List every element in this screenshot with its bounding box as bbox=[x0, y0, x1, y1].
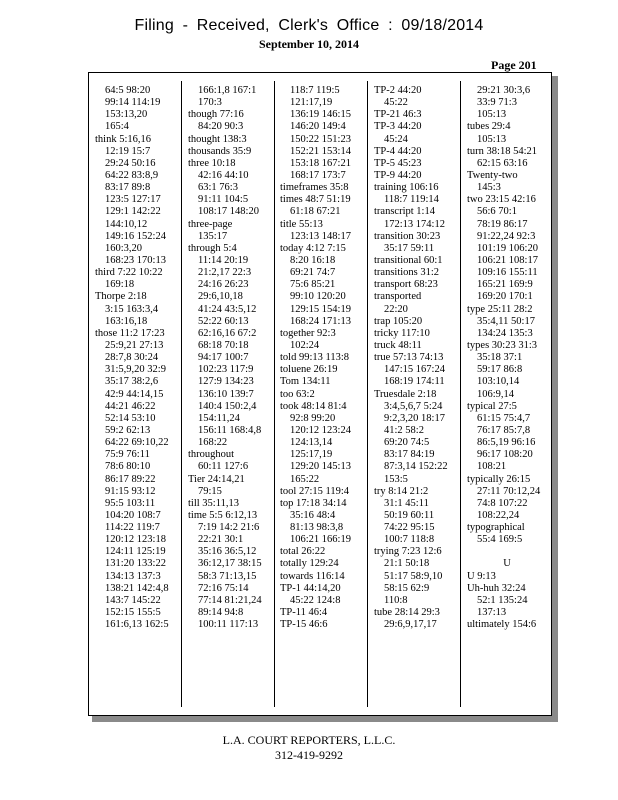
index-page-refs: 165:4 bbox=[105, 121, 129, 133]
index-page-refs: 127:9 134:23 bbox=[198, 376, 254, 388]
index-entry: toluene 26:19 bbox=[280, 364, 338, 376]
index-entry: too 63:2 bbox=[280, 388, 315, 400]
index-page-refs: 86:5,19 96:16 bbox=[477, 437, 536, 449]
index-page-refs: 135:17 bbox=[198, 230, 228, 242]
index-page-refs: 61:15 75:4,7 bbox=[477, 412, 531, 424]
index-page-refs: 100:11 117:13 bbox=[198, 619, 259, 631]
index-page-refs: 96:17 108:20 bbox=[477, 449, 533, 461]
index-page-refs: 149:16 152:24 bbox=[105, 230, 166, 242]
index-page-refs: 118:7 119:5 bbox=[290, 85, 340, 96]
index-entry: till 35:11,13 bbox=[188, 497, 239, 509]
index-page-refs: 108:17 148:20 bbox=[198, 206, 259, 218]
index-page-refs: 145:3 bbox=[477, 182, 501, 194]
index-entry: trying 7:23 12:6 bbox=[374, 546, 442, 558]
index-page-refs: 75:6 85:21 bbox=[290, 279, 336, 291]
index-entry: typical 27:5 bbox=[467, 400, 517, 412]
index-page-refs: 99:10 120:20 bbox=[290, 291, 346, 303]
index-entry: timeframes 35:8 bbox=[280, 182, 349, 194]
index-page-refs: 168:23 170:13 bbox=[105, 254, 166, 266]
index-page-refs: 95:5 103:11 bbox=[105, 497, 156, 509]
index-entry: Thorpe 2:18 bbox=[95, 291, 147, 303]
index-page-refs: 123:13 148:17 bbox=[290, 230, 351, 242]
index-entry: tube 28:14 29:3 bbox=[374, 607, 440, 619]
index-entry bbox=[467, 546, 547, 558]
index-page-refs: 108:21 bbox=[477, 461, 507, 473]
index-page-refs: 3:4,5,6,7 5:24 bbox=[384, 400, 443, 412]
index-page-refs: 94:17 100:7 bbox=[198, 352, 249, 364]
column-divider bbox=[274, 81, 275, 707]
index-entry: together 92:3 bbox=[280, 327, 336, 339]
index-page-refs: 45:22 124:8 bbox=[290, 594, 341, 606]
index-page-refs: 129:1 142:22 bbox=[105, 206, 161, 218]
index-page-refs: 91:11 104:5 bbox=[198, 194, 249, 206]
column-divider bbox=[460, 81, 461, 707]
index-page-refs: 168:17 173:7 bbox=[290, 169, 346, 181]
index-page-refs: 52:14 53:10 bbox=[105, 412, 156, 424]
index-entry: those 11:2 17:23 bbox=[95, 327, 165, 339]
index-page-refs: 105:13 bbox=[477, 133, 507, 145]
index-page-refs: 52:22 60:13 bbox=[198, 315, 249, 327]
index-entry: third 7:22 10:22 bbox=[95, 267, 163, 279]
index-entry: trap 105:20 bbox=[374, 315, 423, 327]
index-page-refs: 44:21 46:22 bbox=[105, 400, 156, 412]
index-page-refs: 84:20 90:3 bbox=[198, 121, 244, 133]
index-page-refs: 120:12 123:18 bbox=[105, 534, 166, 546]
index-entry: typically 26:15 bbox=[467, 473, 531, 485]
index-page-refs: 68:18 70:18 bbox=[198, 339, 249, 351]
index-page-refs: 58:15 62:9 bbox=[384, 582, 430, 594]
index-entry: transport 68:23 bbox=[374, 279, 438, 291]
index-page-refs: 153:18 167:21 bbox=[290, 157, 351, 169]
index-entry: transcript 1:14 bbox=[374, 206, 435, 218]
page-number: Page 201 bbox=[491, 58, 537, 72]
index-entry: try 8:14 21:2 bbox=[374, 485, 429, 497]
index-entry: typographical bbox=[467, 522, 525, 534]
index-page-refs: 64:22 83:8,9 bbox=[105, 169, 159, 181]
index-entry: transitional 60:1 bbox=[374, 254, 443, 266]
index-entry: title 55:13 bbox=[280, 218, 323, 230]
index-entry: Uh-huh 32:24 bbox=[467, 582, 526, 594]
index-column-1 bbox=[95, 85, 169, 631]
index-entry: totally 129:24 bbox=[280, 558, 339, 570]
index-page-refs: 172:13 174:12 bbox=[384, 218, 445, 230]
index-entry: Tier 24:14,21 bbox=[188, 473, 245, 485]
index-page-refs: 69:20 74:5 bbox=[384, 437, 430, 449]
index-page-refs: 114:22 119:7 bbox=[105, 522, 160, 534]
index-page-refs: 59:17 86:8 bbox=[477, 364, 523, 376]
index-page-refs: 76:17 85:7,8 bbox=[477, 424, 531, 436]
index-page-refs: 41:2 58:2 bbox=[384, 424, 424, 436]
index-page-refs: 45:22 bbox=[384, 97, 408, 109]
index-page-refs: 35:16 48:4 bbox=[290, 509, 336, 521]
index-page-refs: 64:5 98:20 bbox=[105, 85, 151, 96]
index-page-refs: 35:16 36:5,12 bbox=[198, 546, 257, 558]
index-page-refs: 58:3 71:13,15 bbox=[198, 570, 257, 582]
index-page-refs: 100:7 118:8 bbox=[384, 534, 435, 546]
index-entry: top 17:18 34:14 bbox=[280, 497, 347, 509]
index-page-refs: 118:7 119:14 bbox=[384, 194, 439, 206]
index-entry: total 26:22 bbox=[280, 546, 326, 558]
index-page-refs: 123:5 127:17 bbox=[105, 194, 161, 206]
index-page-refs: 74:8 107:22 bbox=[477, 497, 528, 509]
index-page-refs: 74:22 95:15 bbox=[384, 522, 435, 534]
column-divider bbox=[367, 81, 368, 707]
index-column-4 bbox=[374, 85, 448, 631]
index-page-refs: 69:21 74:7 bbox=[290, 267, 336, 279]
index-page-refs: 106:21 108:17 bbox=[477, 254, 538, 266]
index-page-refs: 51:17 58:9,10 bbox=[384, 570, 443, 582]
index-entry: TP-5 45:23 bbox=[374, 157, 422, 169]
index-page-refs: 86:17 89:22 bbox=[105, 473, 156, 485]
index-page-refs: 101:19 106:20 bbox=[477, 242, 538, 254]
index-entry: Truesdale 2:18 bbox=[374, 388, 437, 400]
index-page-refs: 124:11 125:19 bbox=[105, 546, 166, 558]
index-page-refs: 150:22 151:23 bbox=[290, 133, 351, 145]
index-page-refs: 108:22,24 bbox=[477, 509, 520, 521]
index-entry: through 5:4 bbox=[188, 242, 237, 254]
index-entry: Twenty-two bbox=[467, 169, 518, 181]
index-page-refs: 104:20 108:7 bbox=[105, 509, 161, 521]
index-page-refs: 144:10,12 bbox=[105, 218, 148, 230]
index-frame bbox=[88, 72, 552, 716]
index-page-refs: 92:8 99:20 bbox=[290, 412, 336, 424]
index-page-refs: 103:10,14 bbox=[477, 376, 520, 388]
index-page-refs: 166:1,8 167:1 bbox=[198, 85, 257, 96]
index-page-refs: 11:14 20:19 bbox=[198, 254, 249, 266]
index-page-refs: 170:3 bbox=[198, 97, 222, 109]
index-page-refs: 62:15 63:16 bbox=[477, 157, 528, 169]
index-entry: two 23:15 42:16 bbox=[467, 194, 536, 206]
index-page-refs: 154:11,24 bbox=[198, 412, 240, 424]
index-page-refs: 168:24 171:13 bbox=[290, 315, 351, 327]
index-column-2 bbox=[188, 85, 262, 631]
index-page-refs: 125:17,19 bbox=[290, 449, 333, 461]
index-page-refs: 152:21 153:14 bbox=[290, 145, 351, 157]
index-entry: throughout bbox=[188, 449, 235, 461]
index-page-refs: 72:16 75:14 bbox=[198, 582, 249, 594]
index-page-refs: 60:11 127:6 bbox=[198, 461, 249, 473]
reporter-name: L.A. COURT REPORTERS, L.L.C. bbox=[222, 733, 396, 747]
index-page-refs: 83:17 89:8 bbox=[105, 182, 151, 194]
index-page-refs: 169:20 170:1 bbox=[477, 291, 533, 303]
index-page-refs: 143:7 145:22 bbox=[105, 594, 161, 606]
index-page-refs: 106:21 166:19 bbox=[290, 534, 351, 546]
index-page-refs: 9:2,3,20 18:17 bbox=[384, 412, 445, 424]
index-page-refs: 153:13,20 bbox=[105, 109, 148, 121]
index-page-refs: 78:6 80:10 bbox=[105, 461, 151, 473]
index-page-refs: 41:24 43:5,12 bbox=[198, 303, 257, 315]
index-page-refs: 169:18 bbox=[105, 279, 135, 291]
index-entry: U 9:13 bbox=[467, 570, 496, 582]
index-entry: three-page bbox=[188, 218, 233, 230]
index-page-refs: 3:15 163:3,4 bbox=[105, 303, 159, 315]
index-page-refs: 29:6,10,18 bbox=[198, 291, 243, 303]
index-page-refs: 81:13 98:3,8 bbox=[290, 522, 344, 534]
index-page-refs: 7:19 14:2 21:6 bbox=[198, 522, 260, 534]
index-page-refs: 137:13 bbox=[477, 607, 507, 619]
index-page-refs: 102:24 bbox=[290, 339, 320, 351]
index-page-refs: 24:16 26:23 bbox=[198, 279, 249, 291]
index-entry: training 106:16 bbox=[374, 182, 439, 194]
index-entry: times 48:7 51:19 bbox=[280, 194, 351, 206]
index-page-refs: 56:6 70:1 bbox=[477, 206, 517, 218]
index-page-refs: 35:18 37:1 bbox=[477, 352, 523, 364]
index-page-refs: 168:19 174:11 bbox=[384, 376, 445, 388]
index-page-refs: 35:4,11 50:17 bbox=[477, 315, 535, 327]
index-page-refs: 134:13 137:3 bbox=[105, 570, 161, 582]
index-entry: true 57:13 74:13 bbox=[374, 352, 444, 364]
index-entry: think 5:16,16 bbox=[95, 133, 152, 145]
index-entry: took 48:14 81:4 bbox=[280, 400, 347, 412]
index-page-refs: 146:20 149:4 bbox=[290, 121, 346, 133]
index-page-refs: 160:3,20 bbox=[105, 242, 143, 254]
index-page-refs: 156:11 168:4,8 bbox=[198, 424, 262, 436]
index-page-refs: 129:15 154:19 bbox=[290, 303, 351, 315]
index-page-refs: 129:20 145:13 bbox=[290, 461, 351, 473]
index-entry: though 77:16 bbox=[188, 109, 244, 121]
index-page-refs: 121:17,19 bbox=[290, 97, 333, 109]
index-entry: type 25:11 28:2 bbox=[467, 303, 533, 315]
index-page-refs: 55:4 169:5 bbox=[477, 534, 523, 546]
index-page-refs: 89:14 94:8 bbox=[198, 607, 244, 619]
index-page-refs: 120:12 123:24 bbox=[290, 424, 351, 436]
index-entry: tool 27:15 119:4 bbox=[280, 485, 350, 497]
index-page-refs: 77:14 81:21,24 bbox=[198, 594, 262, 606]
index-entry: thousands 35:9 bbox=[188, 145, 252, 157]
index-entry: truck 48:11 bbox=[374, 339, 422, 351]
index-entry: TP-3 44:20 bbox=[374, 121, 422, 133]
index-entry: U bbox=[503, 558, 511, 570]
filing-stamp: Filing - Received, Clerk's Office : 09/18/2014 bbox=[134, 17, 484, 34]
index-page-refs: 147:15 167:24 bbox=[384, 364, 445, 376]
index-entry: transitions 31:2 bbox=[374, 267, 440, 279]
index-entry: transported bbox=[374, 291, 422, 303]
index-page-refs: 110:8 bbox=[384, 594, 408, 606]
index-page-refs: 124:13,14 bbox=[290, 437, 333, 449]
index-entry: tubes 29:4 bbox=[467, 121, 511, 133]
index-page-refs: 35:17 59:11 bbox=[384, 242, 435, 254]
index-page-refs: 36:12,17 38:15 bbox=[198, 558, 262, 570]
index-page-refs: 106:9,14 bbox=[477, 388, 515, 400]
index-page-refs: 105:13 bbox=[477, 109, 507, 121]
index-entry: TP-11 46:4 bbox=[280, 607, 328, 619]
column-divider bbox=[181, 81, 182, 707]
index-entry: TP-9 44:20 bbox=[374, 169, 422, 181]
index-entry: types 30:23 31:3 bbox=[467, 339, 537, 351]
index-page-refs: 29:6,9,17,17 bbox=[384, 619, 437, 631]
index-page-refs: 21:1 50:18 bbox=[384, 558, 430, 570]
index-page-refs: 134:24 135:3 bbox=[477, 327, 533, 339]
reporter-phone: 312-419-9292 bbox=[275, 748, 343, 762]
index-entry: thought 138:3 bbox=[188, 133, 247, 145]
index-page-refs: 28:7,8 30:24 bbox=[105, 352, 159, 364]
index-page-refs: 161:6,13 162:5 bbox=[105, 619, 169, 631]
index-page-refs: 102:23 117:9 bbox=[198, 364, 254, 376]
index-entry: three 10:18 bbox=[188, 157, 236, 169]
index-page-refs: 64:22 69:10,22 bbox=[105, 437, 169, 449]
index-page-refs: 50:19 60:11 bbox=[384, 509, 435, 521]
index-page-refs: 29:21 30:3,6 bbox=[477, 85, 531, 96]
index-page-refs: 87:3,14 152:22 bbox=[384, 461, 448, 473]
index-page-refs: 22:21 30:1 bbox=[198, 534, 244, 546]
index-column-5 bbox=[467, 85, 547, 631]
index-entry: TP-2 44:20 bbox=[374, 85, 422, 96]
index-page-refs: 12:19 15:7 bbox=[105, 145, 151, 157]
index-page-refs: 79:15 bbox=[198, 485, 222, 497]
index-page-refs: 59:2 62:13 bbox=[105, 424, 151, 436]
index-page-refs: 33:9 71:3 bbox=[477, 97, 517, 109]
index-page-refs: 27:11 70:12,24 bbox=[477, 485, 541, 497]
index-page-refs: 140:4 150:2,4 bbox=[198, 400, 257, 412]
index-page-refs: 78:19 86:17 bbox=[477, 218, 528, 230]
index-page-refs: 136:19 146:15 bbox=[290, 109, 351, 121]
index-entry: TP-15 46:6 bbox=[280, 619, 328, 631]
index-page-refs: 163:16,18 bbox=[105, 315, 148, 327]
index-page-refs: 25:9,21 27:13 bbox=[105, 339, 164, 351]
index-page-refs: 165:22 bbox=[290, 473, 320, 485]
index-page-refs: 75:9 76:11 bbox=[105, 449, 150, 461]
index-page-refs: 29:24 50:16 bbox=[105, 157, 156, 169]
index-entry: TP-4 44:20 bbox=[374, 145, 422, 157]
index-page-refs: 63:1 76:3 bbox=[198, 182, 238, 194]
index-column-3 bbox=[280, 85, 351, 631]
index-page-refs: 62:16,16 67:2 bbox=[198, 327, 257, 339]
index-page-refs: 131:20 133:22 bbox=[105, 558, 166, 570]
index-page-refs: 83:17 84:19 bbox=[384, 449, 435, 461]
index-entry: time 5:5 6:12,13 bbox=[188, 509, 258, 521]
index-page-refs: 31:1 45:11 bbox=[384, 497, 429, 509]
index-entry: ultimately 154:6 bbox=[467, 619, 537, 631]
index-page-refs: 42:9 44:14,15 bbox=[105, 388, 164, 400]
index-page-refs: 109:16 155:11 bbox=[477, 267, 538, 279]
index-page-refs: 138:21 142:4,8 bbox=[105, 582, 169, 594]
index-page-refs: 52:1 135:24 bbox=[477, 594, 528, 606]
hearing-date: September 10, 2014 bbox=[258, 37, 360, 51]
index-page-refs: 165:21 169:9 bbox=[477, 279, 533, 291]
index-entry: today 4:12 7:15 bbox=[280, 242, 346, 254]
index-page-refs: 91:15 93:12 bbox=[105, 485, 156, 497]
index-page-refs: 61:18 67:21 bbox=[290, 206, 341, 218]
index-page-refs: 168:22 bbox=[198, 437, 228, 449]
index-page-refs: 42:16 44:10 bbox=[198, 169, 249, 181]
index-entry: TP-21 46:3 bbox=[374, 109, 422, 121]
index-entry: turn 38:18 54:21 bbox=[467, 145, 537, 157]
index-page-refs: 35:17 38:2,6 bbox=[105, 376, 159, 388]
index-page-refs: 8:20 16:18 bbox=[290, 254, 336, 266]
index-entry: Tom 134:11 bbox=[280, 376, 331, 388]
index-page-refs: 22:20 bbox=[384, 303, 408, 315]
index-page-refs: 99:14 114:19 bbox=[105, 97, 161, 109]
index-page-refs: 152:15 155:5 bbox=[105, 607, 161, 619]
index-page-refs: 136:10 139:7 bbox=[198, 388, 254, 400]
index-entry: towards 116:14 bbox=[280, 570, 345, 582]
index-entry: told 99:13 113:8 bbox=[280, 352, 350, 364]
index-entry: TP-1 44:14,20 bbox=[280, 582, 341, 594]
index-page-refs: 31:5,9,20 32:9 bbox=[105, 364, 166, 376]
index-entry: tricky 117:10 bbox=[374, 327, 430, 339]
index-entry: transition 30:23 bbox=[374, 230, 441, 242]
index-page-refs: 45:24 bbox=[384, 133, 408, 145]
index-page-refs: 91:22,24 92:3 bbox=[477, 230, 536, 242]
index-page-refs: 21:2,17 22:3 bbox=[198, 267, 252, 279]
index-page-refs: 153:5 bbox=[384, 473, 408, 485]
